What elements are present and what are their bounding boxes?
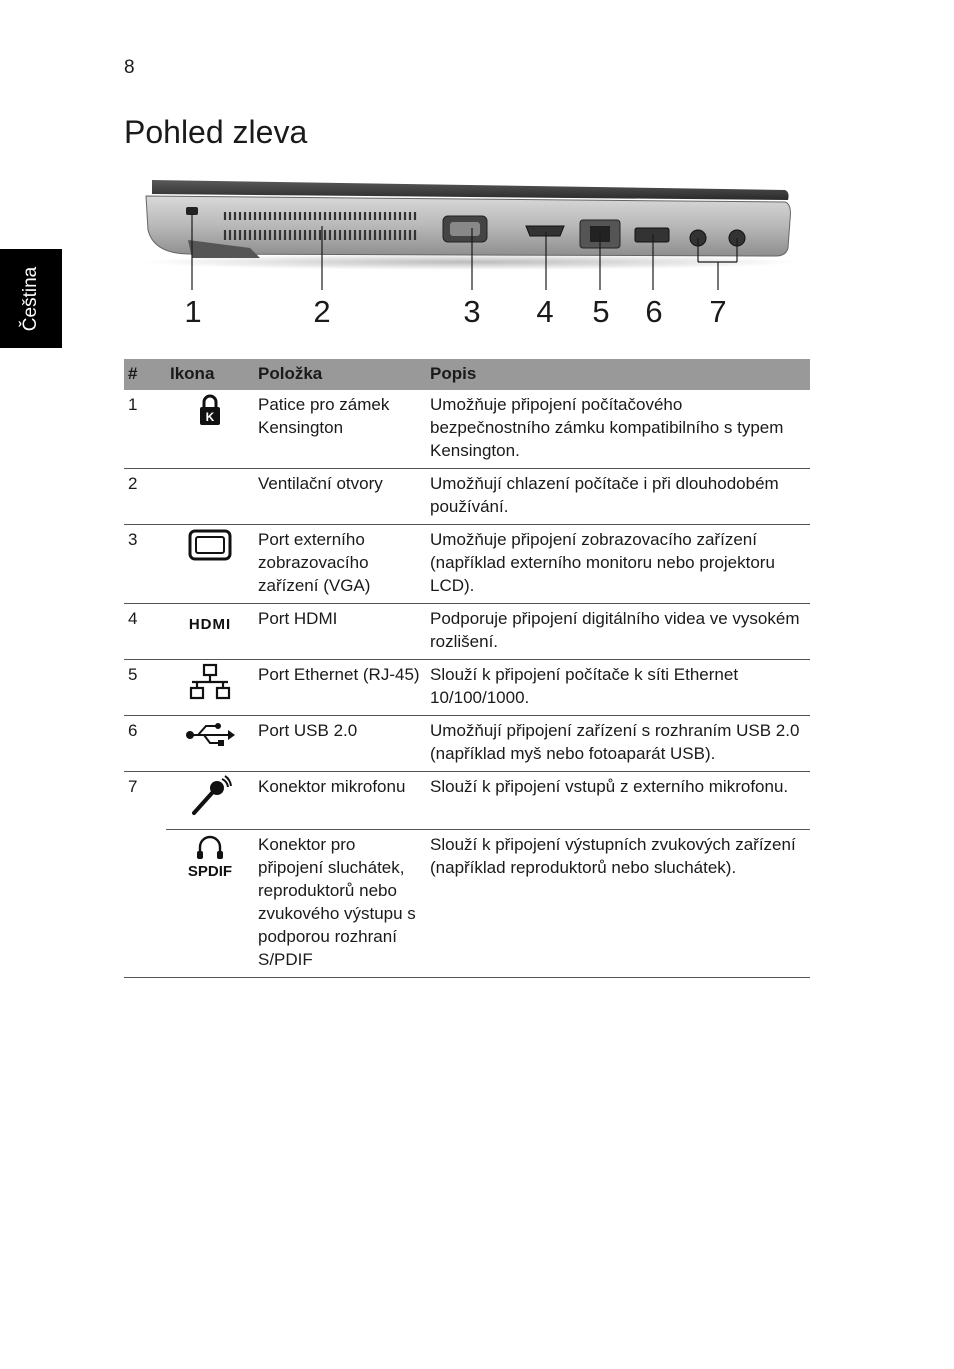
row-desc: Umožňují připojení zařízení s rozhraním USB 2.0 (například myš nebo fotoaparát USB). bbox=[426, 716, 810, 772]
header-item: Položka bbox=[254, 359, 426, 390]
callout-3: 3 bbox=[463, 294, 481, 329]
page-number: 8 bbox=[124, 57, 135, 78]
table-header-row bbox=[124, 359, 810, 390]
row-item: Konektor mikrofonu bbox=[254, 772, 426, 830]
spdif-icon-text: SPDIF bbox=[187, 863, 233, 879]
row-num: 3 bbox=[124, 525, 166, 604]
header-icon: Ikona bbox=[166, 359, 254, 390]
kensington-lock-icon bbox=[198, 393, 222, 427]
headphone-spdif-icon bbox=[183, 833, 237, 879]
ethernet-icon bbox=[188, 663, 232, 701]
row-item: Port USB 2.0 bbox=[254, 716, 426, 772]
row-item: Ventilační otvory bbox=[254, 469, 426, 525]
row-icon-cell bbox=[166, 390, 254, 469]
row-desc: Slouží k připojení výstupních zvukových zařízení (například reproduktorů nebo sluchátek). bbox=[426, 830, 810, 978]
header-num: # bbox=[124, 359, 166, 390]
row-num: 1 bbox=[124, 390, 166, 469]
row-desc: Umožňují chlazení počítače i při dlouhodobém používání. bbox=[426, 469, 810, 525]
hdmi-icon-text: HDMI bbox=[188, 616, 232, 633]
callout-5: 5 bbox=[592, 294, 610, 329]
table-row bbox=[124, 525, 810, 604]
row-icon-cell bbox=[166, 830, 254, 978]
ports-table bbox=[124, 359, 810, 978]
language-tab bbox=[0, 249, 62, 348]
row-icon-cell bbox=[166, 772, 254, 830]
table-row bbox=[124, 390, 810, 469]
table-row bbox=[124, 660, 810, 716]
row-desc: Slouží k připojení počítače k síti Ethernet 10/100/1000. bbox=[426, 660, 810, 716]
row-num: 6 bbox=[124, 716, 166, 772]
callout-1: 1 bbox=[184, 294, 202, 329]
hdmi-port bbox=[526, 226, 564, 236]
svg-text:K: K bbox=[205, 410, 215, 424]
vga-port-icon bbox=[188, 528, 232, 564]
vga-port-inner bbox=[450, 222, 480, 236]
row-icon-cell bbox=[166, 525, 254, 604]
hdmi-icon bbox=[182, 607, 238, 637]
callout-2: 2 bbox=[313, 294, 331, 329]
row-num: 7 bbox=[124, 772, 166, 978]
row-icon-cell bbox=[166, 469, 254, 525]
page-title: Pohled zleva bbox=[124, 114, 308, 150]
row-item: Patice pro zámek Kensington bbox=[254, 390, 426, 469]
row-num: 5 bbox=[124, 660, 166, 716]
row-item: Konektor pro připojení sluchátek, reproduktorů nebo zvukového výstupu s podporou rozhraní S/PDIF bbox=[254, 830, 426, 978]
usb-port bbox=[635, 228, 669, 242]
row-icon-cell bbox=[166, 604, 254, 660]
row-desc: Podporuje připojení digitálního videa ve vysokém rozlišení. bbox=[426, 604, 810, 660]
row-item: Port Ethernet (RJ-45) bbox=[254, 660, 426, 716]
table-row bbox=[124, 716, 810, 772]
language-tab-label: Čeština bbox=[20, 266, 41, 331]
microphone-icon bbox=[188, 775, 232, 817]
usb-icon bbox=[184, 719, 236, 749]
row-item: Port externího zobrazovacího zařízení (VGA) bbox=[254, 525, 426, 604]
kensington-slot bbox=[186, 207, 198, 215]
callout-7: 7 bbox=[709, 294, 727, 329]
table-row bbox=[124, 772, 810, 830]
callout-6: 6 bbox=[645, 294, 663, 329]
row-num: 4 bbox=[124, 604, 166, 660]
callout-4: 4 bbox=[536, 294, 554, 329]
row-icon-cell bbox=[166, 716, 254, 772]
row-icon-cell bbox=[166, 660, 254, 716]
table-row bbox=[124, 469, 810, 525]
row-item: Port HDMI bbox=[254, 604, 426, 660]
row-desc: Slouží k připojení vstupů z externího mikrofonu. bbox=[426, 772, 810, 830]
table-row bbox=[124, 830, 810, 978]
row-num: 2 bbox=[124, 469, 166, 525]
header-desc: Popis bbox=[426, 359, 810, 390]
row-desc: Umožňuje připojení zobrazovacího zařízení (například externího monitoru nebo projektoru LCD). bbox=[426, 525, 810, 604]
table-row bbox=[124, 604, 810, 660]
row-desc: Umožňuje připojení počítačového bezpečnostního zámku kompatibilního s typem Kensington. bbox=[426, 390, 810, 469]
